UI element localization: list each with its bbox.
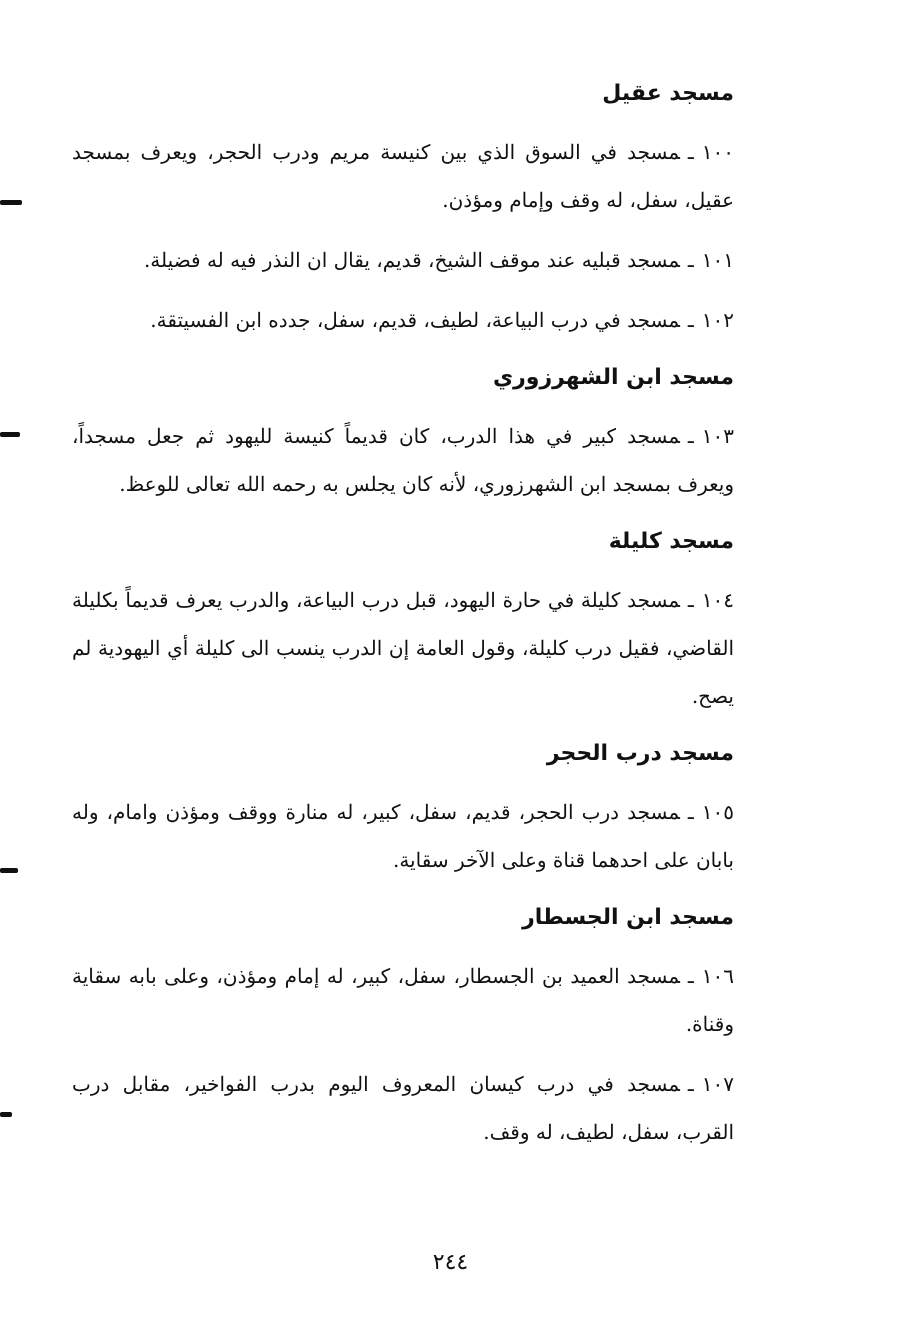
entry-dash: ـ [687, 1072, 694, 1096]
entry-paragraph [72, 952, 734, 1048]
margin-mark [0, 1112, 12, 1117]
margin-mark [0, 868, 18, 873]
page-number: ٢٤٤ [432, 1250, 469, 1275]
entry-dash: ـ [687, 964, 694, 988]
entry-number: ١٠٧ [701, 1072, 734, 1096]
entry-text: مسجد العميد بن الجسطار، سفل، كبير، له إمام ومؤذن، وعلى بابه سقاية وقناة. [72, 964, 734, 1036]
entry-paragraph [72, 576, 734, 720]
entry-dash: ـ [687, 588, 694, 612]
entry-number: ١٠٥ [701, 800, 734, 824]
section-heading: مسجد عقيل [602, 81, 734, 106]
entry-text: مسجد كبير في هذا الدرب، كان قديماً كنيسة لليهود ثم جعل مسجداً، ويعرف بمسجد ابن الشهرزوري، لأنه كان يجلس به رحمه الله تعالى للوعظ. [72, 424, 734, 496]
entry-text: مسجد في درب كيسان المعروف اليوم بدرب الفواخير، مقابل درب القرب، سفل، لطيف، له وقف. [72, 1072, 734, 1144]
entry-text: مسجد في السوق الذي بين كنيسة مريم ودرب الحجر، ويعرف بمسجد عقيل، سفل، له وقف وإمام ومؤذن. [72, 140, 734, 212]
entry-dash: ـ [687, 140, 694, 164]
entry-dash: ـ [687, 308, 694, 332]
entry-text: مسجد في درب البياعة، لطيف، قديم، سفل، جدده ابن الفسيتقة. [150, 308, 680, 332]
entry-paragraph [72, 128, 734, 224]
entry-text: مسجد قبليه عند موقف الشيخ، قديم، يقال ان النذر فيه له فضيلة. [143, 248, 680, 272]
entry-paragraph [72, 412, 734, 508]
entry-text: مسجد كليلة في حارة اليهود، قبل درب البياعة، والدرب يعرف قديماً بكليلة القاضي، فقيل درب كليلة، وقول العامة إن الدرب ينسب الى كليلة أي اليهودية لم يصح. [72, 588, 734, 708]
margin-mark [0, 432, 20, 437]
entry-number: ١٠٣ [701, 424, 734, 448]
section-heading: مسجد ابن الجسطار [522, 905, 734, 930]
entry-number: ١٠١ [701, 248, 734, 272]
entry-dash: ـ [687, 800, 694, 824]
entry-paragraph [72, 296, 734, 344]
section-heading: مسجد ابن الشهرزوري [492, 365, 734, 390]
section-heading: مسجد كليلة [608, 529, 734, 554]
margin-mark [0, 200, 22, 205]
entry-number: ١٠٠ [701, 140, 734, 164]
entry-number: ١٠٦ [701, 964, 734, 988]
entry-number: ١٠٢ [701, 308, 734, 332]
entry-paragraph [72, 1060, 734, 1156]
entry-number: ١٠٤ [701, 588, 734, 612]
entry-paragraph [72, 236, 734, 284]
entry-dash: ـ [687, 424, 694, 448]
entry-text: مسجد درب الحجر، قديم، سفل، كبير، له منارة ووقف ومؤذن وامام، وله بابان على احدهما قناة وعلى الآخر سقاية. [72, 800, 734, 872]
entry-paragraph [72, 788, 734, 884]
page-content [72, 72, 734, 1168]
section-heading: مسجد درب الحجر [546, 741, 734, 766]
entry-dash: ـ [687, 248, 694, 272]
